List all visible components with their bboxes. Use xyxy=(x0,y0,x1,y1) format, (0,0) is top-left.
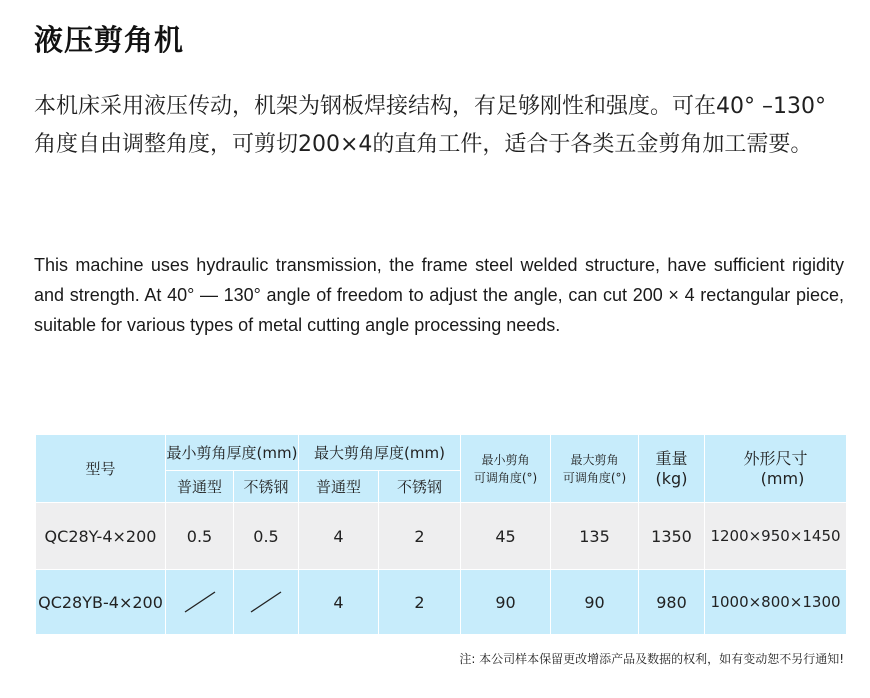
table-row xyxy=(36,570,847,635)
header-max-thickness: 最大剪角厚度(mm) xyxy=(299,435,461,471)
cell-dimensions: 1000×800×1300 xyxy=(705,570,847,635)
header-model: 型号 xyxy=(36,435,166,503)
cell-min-angle: 90 xyxy=(461,570,551,635)
cell-min-stainless: 0.5 xyxy=(234,503,299,570)
description-english: This machine uses hydraulic transmission, the frame steel welded structure, have sufficient rigidity and strength. At 40° — 130° angle of freedom to adjust the angle, can cut 200 × 4 rectangular piece, suitable for various types of metal cutting angle processing needs. xyxy=(34,255,844,335)
cell-max-normal: 4 xyxy=(299,570,379,635)
cell-max-angle: 90 xyxy=(551,570,639,635)
cell-min-normal: 0.5 xyxy=(166,503,234,570)
header-min-thickness: 最小剪角厚度(mm) xyxy=(166,435,299,471)
cell-max-angle: 135 xyxy=(551,503,639,570)
header-dimensions-line2: (mm) xyxy=(760,468,805,488)
header-weight-line2: (kg) xyxy=(655,468,688,488)
cell-weight: 980 xyxy=(639,570,705,635)
cell-model: QC28YB-4×200 xyxy=(36,570,166,635)
not-applicable-slash-icon xyxy=(183,590,217,614)
cell-model: QC28Y-4×200 xyxy=(36,503,166,570)
header-min-angle xyxy=(461,435,551,503)
cell-max-stainless: 2 xyxy=(379,570,461,635)
cell-min-stainless-empty xyxy=(234,570,299,635)
header-max-normal: 普通型 xyxy=(299,471,379,503)
not-applicable-slash-icon xyxy=(249,590,283,614)
table-row xyxy=(36,503,847,570)
header-min-angle-line1: 最小剪角 xyxy=(481,452,530,467)
header-min-angle-line2: 可调角度(°) xyxy=(473,470,538,485)
spec-table xyxy=(35,434,847,635)
header-min-normal: 普通型 xyxy=(166,471,234,503)
header-min-stainless: 不锈钢 xyxy=(234,471,299,503)
footnote: 注: 本公司样本保留更改增添产品及数据的权利，如有变动恕不另行通知! xyxy=(459,652,844,666)
cell-max-normal: 4 xyxy=(299,503,379,570)
description-chinese: 本机床采用液压传动，机架为钢板焊接结构，有足够刚性和强度。可在40° –130° 角度自由调整角度，可剪切200×4的直角工件，适合于各类五金剪角加工需要。 xyxy=(34,94,826,157)
header-max-angle xyxy=(551,435,639,503)
cell-dimensions: 1200×950×1450 xyxy=(705,503,847,570)
header-weight xyxy=(639,435,705,503)
cell-weight: 1350 xyxy=(639,503,705,570)
cell-min-normal-empty xyxy=(166,570,234,635)
cell-min-angle: 45 xyxy=(461,503,551,570)
header-max-stainless: 不锈钢 xyxy=(379,471,461,503)
page-title: 液压剪角机 xyxy=(34,23,185,57)
header-max-angle-line2: 可调角度(°) xyxy=(562,470,627,485)
header-dimensions xyxy=(705,435,847,503)
header-weight-line1: 重量 xyxy=(655,448,688,468)
cell-max-stainless: 2 xyxy=(379,503,461,570)
header-dimensions-line1: 外形尺寸 xyxy=(743,448,808,468)
header-max-angle-line1: 最大剪角 xyxy=(570,452,619,467)
